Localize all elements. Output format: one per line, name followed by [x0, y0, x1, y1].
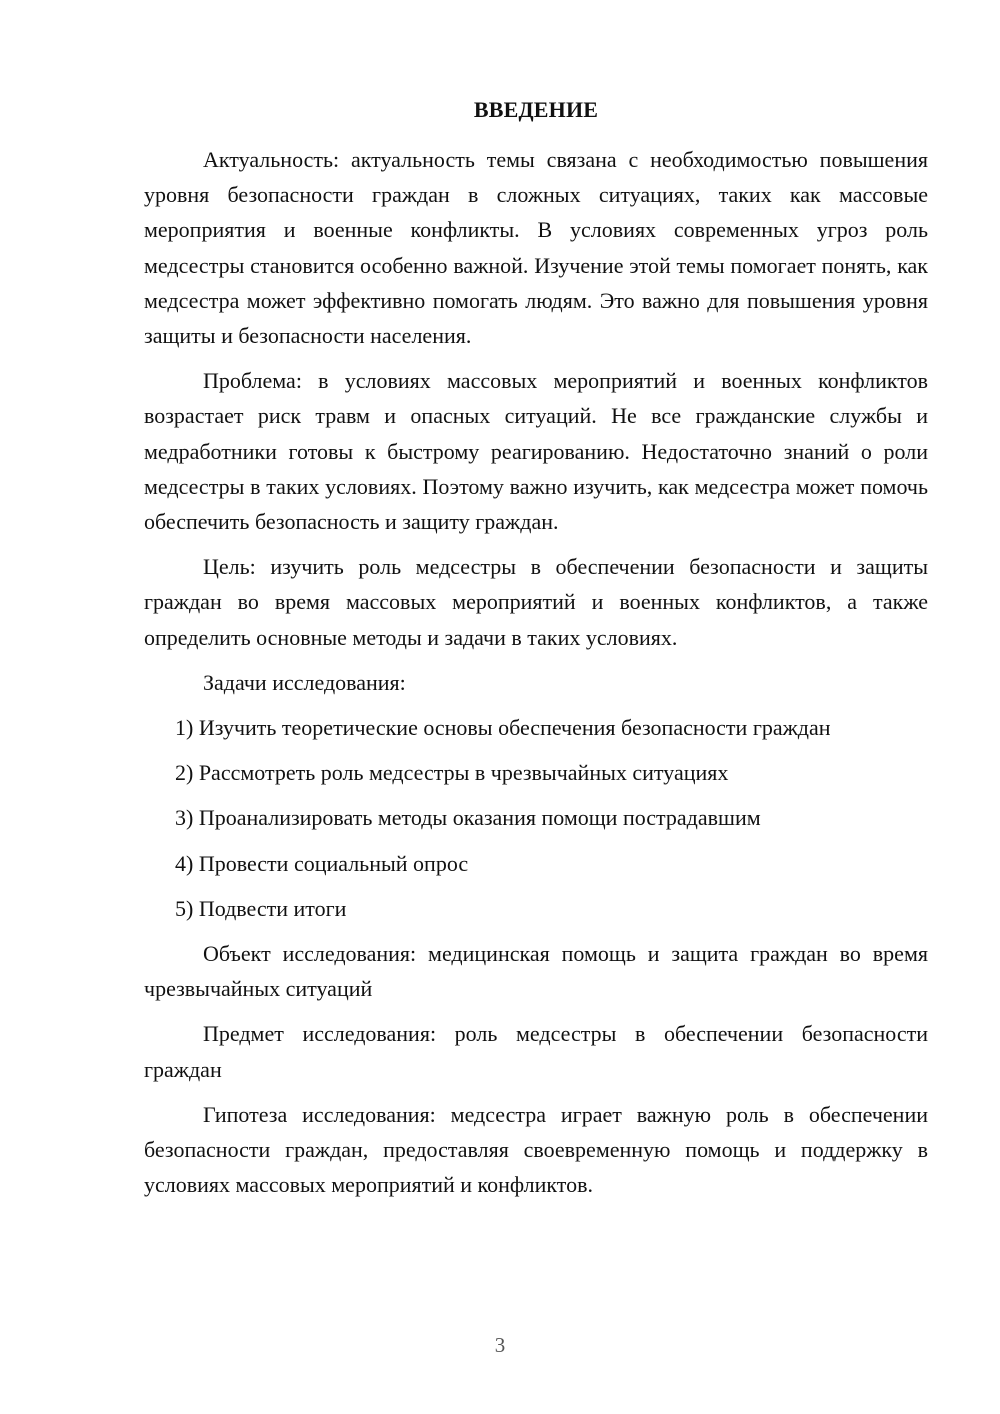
relevance-paragraph: Актуальность: актуальность темы связана с необходимостью повышения уровня безопасности граждан в сложных ситуациях, таких как массовые мероприятия и военные конфликты. В условиях современных угроз роль медсестры становится особенно важной. Изучение этой темы помогает понять, как медсестра может эффективно помогать людям. Это важно для повышения уровня защиты и безопасности населения.	[144, 147, 928, 349]
page-content	[144, 92, 928, 1212]
task-item: 5) Подвести итоги	[175, 895, 347, 921]
hypothesis-paragraph: Гипотеза исследования: медсестра играет важную роль в обеспечении безопасности граждан, предоставляя своевременную помощь и поддержку в условиях массовых мероприятий и конфликтов.	[144, 1101, 928, 1198]
task-item: 1) Изучить теоретические основы обеспечения безопасности граждан	[175, 715, 831, 741]
task-item: 2) Рассмотреть роль медсестры в чрезвычайных ситуациях	[175, 760, 729, 786]
page-number: 3	[494, 1333, 506, 1357]
tasks-list	[144, 710, 928, 926]
task-item: 3) Проанализировать методы оказания помощи пострадавшим	[175, 805, 761, 831]
tasks-label: Задачи исследования:	[203, 669, 406, 695]
problem-paragraph: Проблема: в условиях массовых мероприятий и военных конфликтов возрастает риск травм и опасных ситуаций. Не все гражданские службы и медработники готовы к быстрому реагированию. Недостаточно знаний о роли медсестры в таких условиях. Поэтому важно изучить, как медсестра может помочь обеспечить безопасность и защиту граждан.	[144, 368, 928, 535]
subject-paragraph: Предмет исследования: роль медсестры в обеспечении безопасности граждан	[144, 1021, 928, 1082]
object-paragraph: Объект исследования: медицинская помощь и защита граждан во время чрезвычайных ситуаций	[144, 941, 928, 1002]
section-heading: ВВЕДЕНИЕ	[473, 97, 599, 122]
goal-paragraph: Цель: изучить роль медсестры в обеспечении безопасности и защиты граждан во время массовых мероприятий и военных конфликтов, а также определить основные методы и задачи в таких условиях.	[144, 554, 928, 650]
task-item: 4) Провести социальный опрос	[175, 850, 469, 876]
